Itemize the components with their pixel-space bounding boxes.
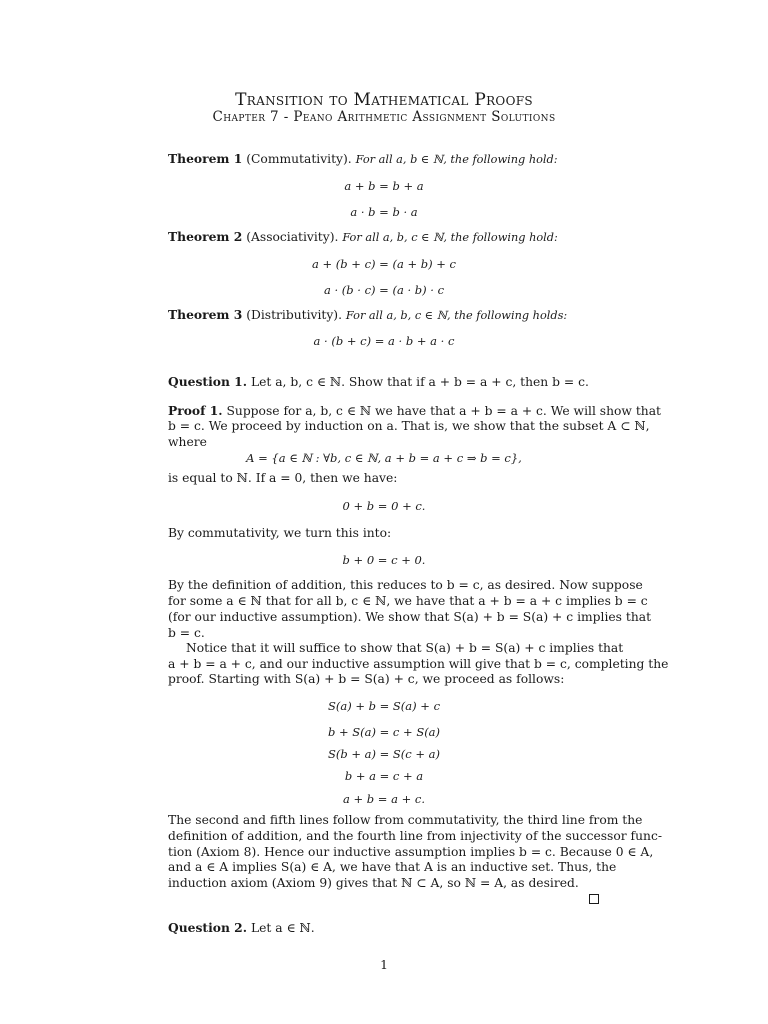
theorem-3-label: Theorem 3 bbox=[168, 307, 243, 322]
proof-1-para2-line-4: b = c. bbox=[168, 626, 205, 640]
proof-1-para2-line-2: for some a ∈ ℕ that for all b, c ∈ ℕ, we have that a + b = a + c implies b = c bbox=[168, 594, 648, 608]
question-1-label: Question 1. bbox=[168, 374, 248, 389]
proof-1-equal-text: is equal to ℕ. If a = 0, then we have: bbox=[168, 471, 398, 485]
proof-1-para3-line-3: proof. Starting with S(a) + b = S(a) + c, we proceed as follows: bbox=[168, 672, 565, 686]
theorem-3-eq-1: a · (b + c) = a · b + a · c bbox=[313, 334, 455, 348]
proof-1-eq-zero: 0 + b = 0 + c. bbox=[342, 499, 426, 513]
theorem-1 bbox=[168, 151, 558, 166]
theorem-2-eq-2: a · (b · c) = (a · b) · c bbox=[323, 283, 445, 297]
proof-1-para2-line-3: (for our inductive assumption). We show that S(a) + b = S(a) + c implies that bbox=[168, 610, 652, 624]
proof-1-para3-line-2: a + b = a + c, and our inductive assumption will give that b = c, completing the bbox=[168, 657, 669, 671]
proof-1-para4-line-1: The second and fifth lines follow from commutativity, the third line from the bbox=[168, 813, 643, 827]
proof-1-chain-4: b + a = c + a bbox=[344, 769, 424, 783]
proof-1-para3-line-1: Notice that it will suffice to show that S(a) + b = S(a) + c implies that bbox=[186, 641, 624, 655]
theorem-1-eq-2: a · b = b · a bbox=[350, 205, 418, 219]
theorem-1-eq-1: a + b = b + a bbox=[344, 179, 424, 193]
proof-1-chain-2: b + S(a) = c + S(a) bbox=[327, 725, 441, 739]
theorem-1-name: (Commutativity). bbox=[246, 152, 352, 166]
proof-1-para4-line-4: and a ∈ A implies S(a) ∈ A, we have that A is an inductive set. Thus, the bbox=[168, 860, 617, 874]
theorem-2-label: Theorem 2 bbox=[168, 229, 243, 244]
page-number: 1 bbox=[380, 958, 388, 972]
proof-1-para2-line-1: By the definition of addition, this reduces to b = c, as desired. Now suppose bbox=[168, 578, 643, 592]
theorem-2 bbox=[168, 229, 558, 244]
document-subtitle: Chapter 7 - Peano Arithmetic Assignment Solutions bbox=[212, 109, 556, 125]
qed-square-icon bbox=[589, 894, 599, 904]
question-1-text: Let a, b, c ∈ ℕ. Show that if a + b = a + c, then b = c. bbox=[250, 375, 589, 389]
theorem-2-eq-1: a + (b + c) = (a + b) + c bbox=[312, 257, 456, 271]
proof-1-chain-3: S(b + a) = S(c + a) bbox=[327, 747, 441, 761]
question-2-text: Let a ∈ ℕ. bbox=[250, 921, 315, 935]
proof-1-text-1: Suppose for a, b, c ∈ ℕ we have that a + b = a + c. We will show that bbox=[226, 404, 661, 418]
question-1 bbox=[168, 374, 589, 389]
question-2-label: Question 2. bbox=[168, 920, 248, 935]
proof-1-line-1 bbox=[168, 403, 661, 418]
proof-1-comm-text: By commutativity, we turn this into: bbox=[168, 526, 392, 540]
proof-1-label: Proof 1. bbox=[168, 403, 223, 418]
proof-1-eq-comm: b + 0 = c + 0. bbox=[342, 553, 426, 567]
proof-1-line-3: where bbox=[168, 435, 207, 449]
theorem-3-name: (Distributivity). bbox=[246, 308, 342, 322]
theorem-1-label: Theorem 1 bbox=[168, 151, 243, 166]
proof-1-para4-line-5: induction axiom (Axiom 9) gives that ℕ ⊂ A, so ℕ = A, as desired. bbox=[168, 876, 579, 890]
theorem-2-name: (Associativity). bbox=[246, 230, 339, 244]
document-title: Transition to Mathematical Proofs bbox=[235, 90, 533, 110]
proof-1-para4-line-3: tion (Axiom 8). Hence our inductive assumption implies b = c. Because 0 ∈ A, bbox=[168, 845, 654, 859]
proof-1-chain-5: a + b = a + c. bbox=[342, 792, 425, 806]
theorem-1-statement: For all a, b ∈ ℕ, the following hold: bbox=[355, 153, 558, 166]
proof-1-chain-1: S(a) + b = S(a) + c bbox=[327, 699, 441, 713]
theorem-3-statement: For all a, b, c ∈ ℕ, the following holds: bbox=[345, 309, 568, 322]
proof-1-line-2: b = c. We proceed by induction on a. That is, we show that the subset A ⊂ ℕ, bbox=[168, 419, 650, 433]
proof-1-set-definition: A = {a ∈ ℕ : ∀b, c ∈ ℕ, a + b = a + c ⇒ b = c}, bbox=[246, 451, 522, 465]
proof-1-para4-line-2: definition of addition, and the fourth line from injectivity of the successor func- bbox=[168, 829, 662, 843]
question-2 bbox=[168, 920, 315, 935]
theorem-2-statement: For all a, b, c ∈ ℕ, the following hold: bbox=[342, 231, 558, 244]
theorem-3 bbox=[168, 307, 567, 322]
